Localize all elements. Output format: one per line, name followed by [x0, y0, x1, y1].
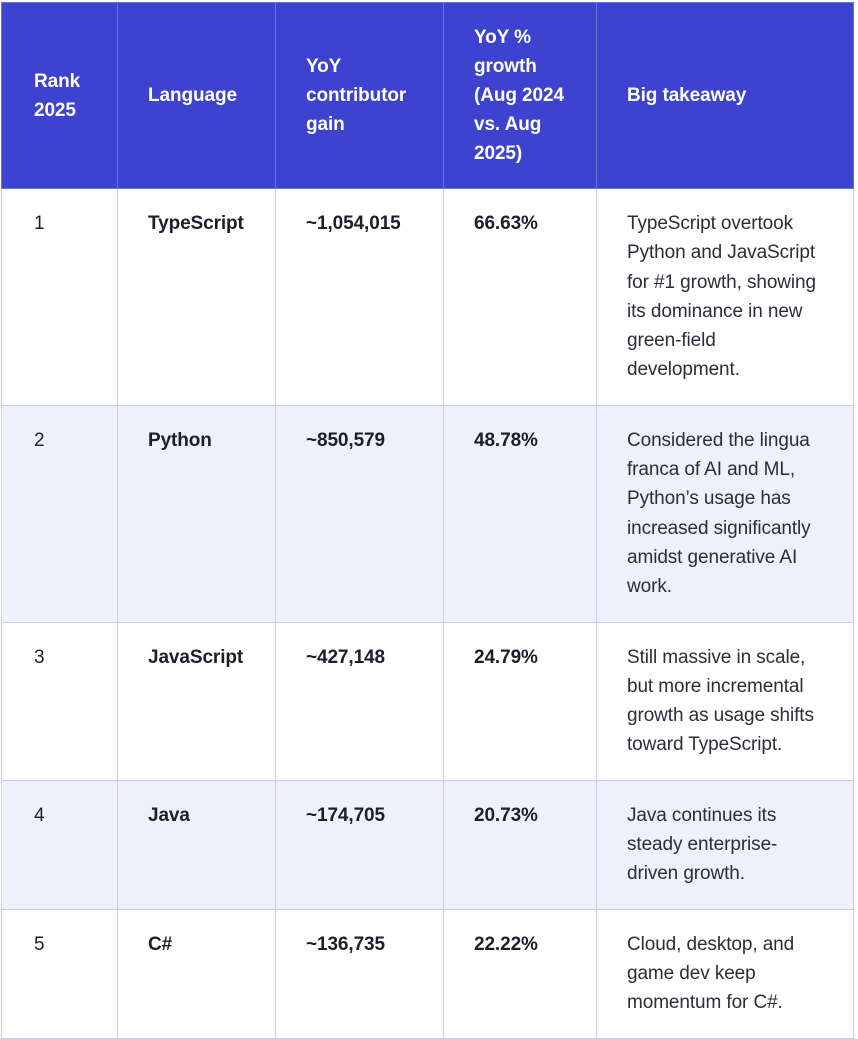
cell-language: Java — [118, 780, 276, 909]
cell-language: C# — [118, 909, 276, 1038]
cell-language: Python — [118, 405, 276, 622]
language-growth-table — [1, 2, 854, 1039]
header-contributor-gain: YoY contributor gain — [276, 3, 444, 189]
cell-rank: 2 — [2, 405, 118, 622]
cell-growth-percent: 24.79% — [444, 622, 597, 780]
header-row — [2, 3, 854, 189]
table-row — [2, 780, 854, 909]
cell-takeaway: Still massive in scale, but more incremental growth as usage shifts toward TypeScript. — [597, 622, 854, 780]
cell-takeaway: Considered the lingua franca of AI and ML, Python’s usage has increased significantly amidst generative AI work. — [597, 405, 854, 622]
cell-contributor-gain: ~136,735 — [276, 909, 444, 1038]
cell-contributor-gain: ~174,705 — [276, 780, 444, 909]
table-row — [2, 405, 854, 622]
cell-language: TypeScript — [118, 189, 276, 406]
header-takeaway: Big takeaway — [597, 3, 854, 189]
cell-growth-percent: 22.22% — [444, 909, 597, 1038]
cell-growth-percent: 66.63% — [444, 189, 597, 406]
cell-rank: 1 — [2, 189, 118, 406]
cell-contributor-gain: ~427,148 — [276, 622, 444, 780]
language-growth-table-container — [1, 2, 854, 1031]
cell-rank: 3 — [2, 622, 118, 780]
cell-rank: 5 — [2, 909, 118, 1038]
cell-contributor-gain: ~1,054,015 — [276, 189, 444, 406]
table-row — [2, 622, 854, 780]
table-row — [2, 189, 854, 406]
cell-takeaway: Java continues its steady enterprise-driven growth. — [597, 780, 854, 909]
cell-takeaway: Cloud, desktop, and game dev keep momentum for C#. — [597, 909, 854, 1038]
cell-rank: 4 — [2, 780, 118, 909]
cell-takeaway: TypeScript overtook Python and JavaScript for #1 growth, showing its dominance in new green-field development. — [597, 189, 854, 406]
header-growth-percent: YoY % growth (Aug 2024 vs. Aug 2025) — [444, 3, 597, 189]
cell-language: JavaScript — [118, 622, 276, 780]
cell-growth-percent: 20.73% — [444, 780, 597, 909]
cell-growth-percent: 48.78% — [444, 405, 597, 622]
header-rank: Rank 2025 — [2, 3, 118, 189]
table-header — [2, 3, 854, 189]
table-body — [2, 189, 854, 1039]
table-row — [2, 909, 854, 1038]
header-language: Language — [118, 3, 276, 189]
cell-contributor-gain: ~850,579 — [276, 405, 444, 622]
